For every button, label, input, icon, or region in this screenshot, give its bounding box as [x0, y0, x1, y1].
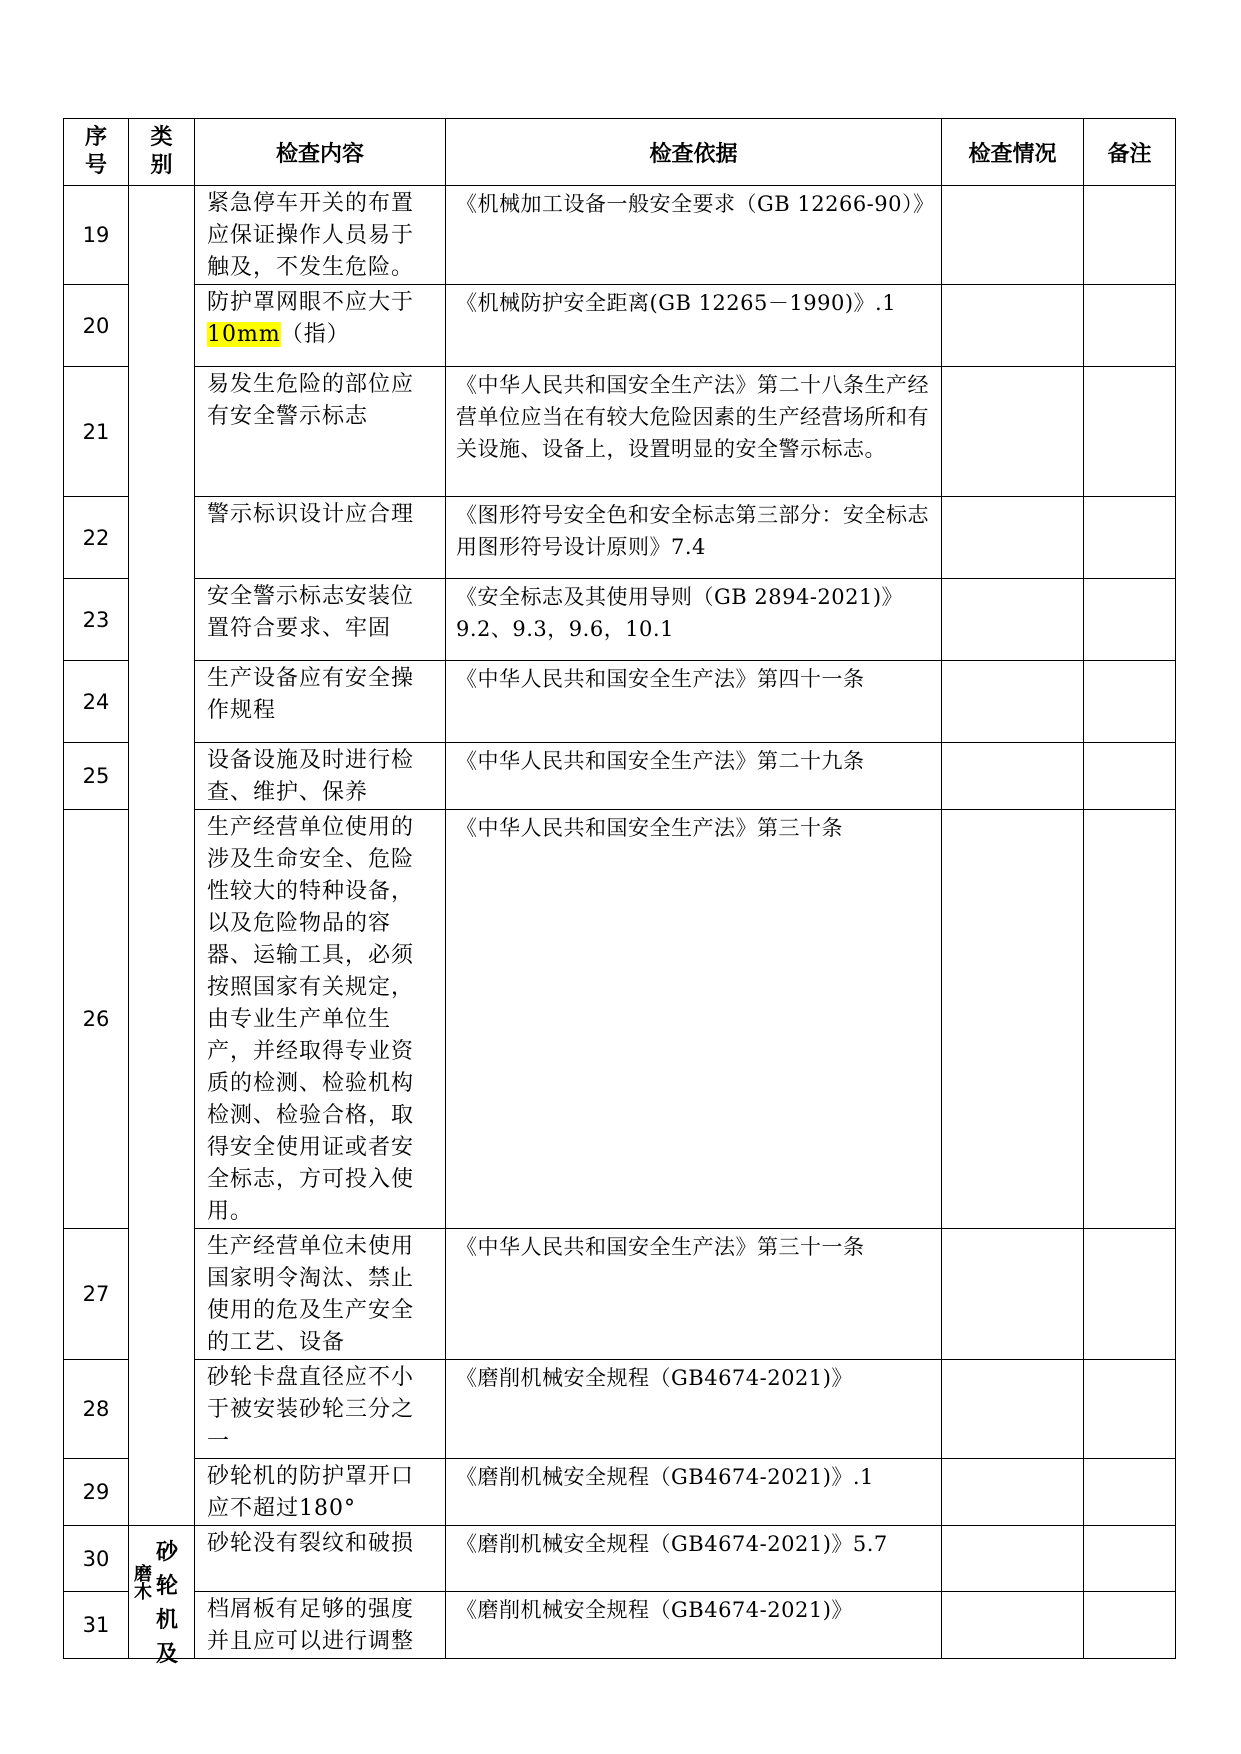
row-number: 26 — [64, 810, 129, 1229]
check-status-cell[interactable] — [942, 186, 1084, 285]
category-label: 砂 轮 机 及 — [155, 1540, 178, 1667]
check-content: 砂轮没有裂纹和破损 — [195, 1526, 446, 1592]
check-basis: 《中华人民共和国安全生产法》第四十一条 — [446, 661, 942, 743]
remark-cell[interactable] — [1084, 661, 1176, 743]
remark-cell[interactable] — [1084, 1459, 1176, 1526]
check-content: 生产经营单位未使用国家明令淘汰、禁止使用的危及生产安全的工艺、设备 — [195, 1229, 446, 1360]
header-no: 序 号 — [64, 119, 129, 186]
check-basis: 《中华人民共和国安全生产法》第二十九条 — [446, 743, 942, 810]
header-row — [64, 119, 1176, 186]
row-number: 24 — [64, 661, 129, 743]
row-number: 25 — [64, 743, 129, 810]
row-number: 27 — [64, 1229, 129, 1360]
check-content: 设备设施及时进行检查、维护、保养 — [195, 743, 446, 810]
remark-cell[interactable] — [1084, 1360, 1176, 1459]
check-basis: 《机械加工设备一般安全要求（GB 12266-90）》 — [446, 186, 942, 285]
header-basis: 检查依据 — [446, 119, 942, 186]
check-basis: 《机械防护安全距离(GB 12265－1990)》.1 — [446, 285, 942, 367]
check-status-cell[interactable] — [942, 1526, 1084, 1592]
check-status-cell[interactable] — [942, 743, 1084, 810]
row-number: 23 — [64, 579, 129, 661]
table-row — [64, 497, 1176, 579]
header-status: 检查情况 — [942, 119, 1084, 186]
category-cell — [129, 186, 195, 1526]
table-row — [64, 1459, 1176, 1526]
check-content: 生产设备应有安全操作规程 — [195, 661, 446, 743]
check-basis: 《中华人民共和国安全生产法》第三十一条 — [446, 1229, 942, 1360]
check-basis: 《中华人民共和国安全生产法》第三十条 — [446, 810, 942, 1229]
check-basis: 《安全标志及其使用导则（GB 2894-2021)》9.2、9.3，9.6，10.1 — [446, 579, 942, 661]
check-status-cell[interactable] — [942, 1459, 1084, 1526]
table-row — [64, 1592, 1176, 1659]
check-status-cell[interactable] — [942, 1229, 1084, 1360]
row-number: 21 — [64, 367, 129, 497]
check-content: 紧急停车开关的布置应保证操作人员易于触及，不发生危险。 — [195, 186, 446, 285]
check-status-cell[interactable] — [942, 1360, 1084, 1459]
table-row — [64, 1526, 1176, 1592]
check-status-cell[interactable] — [942, 810, 1084, 1229]
check-content: 防护罩网眼不应大于10mm（指） — [195, 285, 446, 367]
row-number: 31 — [64, 1592, 129, 1659]
category-cell-grinder — [129, 1526, 195, 1667]
check-content: 易发生危险的部位应有安全警示标志 — [195, 367, 446, 497]
inspection-table — [63, 118, 1176, 1667]
table-row — [64, 1229, 1176, 1360]
remark-cell[interactable] — [1084, 1229, 1176, 1360]
remark-cell[interactable] — [1084, 1592, 1176, 1659]
table-row — [64, 810, 1176, 1229]
check-basis: 《磨削机械安全规程（GB4674-2021)》 — [446, 1592, 942, 1659]
row-number: 28 — [64, 1360, 129, 1459]
check-basis: 《磨削机械安全规程（GB4674-2021)》 — [446, 1360, 942, 1459]
category-overlap-text: 磨木 — [134, 1564, 152, 1603]
check-status-cell[interactable] — [942, 661, 1084, 743]
check-basis: 《磨削机械安全规程（GB4674-2021)》.1 — [446, 1459, 942, 1526]
check-content: 警示标识设计应合理 — [195, 497, 446, 579]
table-row — [64, 1360, 1176, 1459]
table-row — [64, 367, 1176, 497]
check-basis: 《中华人民共和国安全生产法》第二十八条生产经营单位应当在有较大危险因素的生产经营场所和有关设施、设备上，设置明显的安全警示标志。 — [446, 367, 942, 497]
row-number: 22 — [64, 497, 129, 579]
check-status-cell[interactable] — [942, 579, 1084, 661]
check-basis: 《磨削机械安全规程（GB4674-2021)》5.7 — [446, 1526, 942, 1592]
check-content: 安全警示标志安装位置符合要求、牢固 — [195, 579, 446, 661]
table-row — [64, 579, 1176, 661]
row-number: 20 — [64, 285, 129, 367]
row-number: 29 — [64, 1459, 129, 1526]
check-content: 砂轮机的防护罩开口应不超过180° — [195, 1459, 446, 1526]
header-remark: 备注 — [1084, 119, 1176, 186]
check-status-cell[interactable] — [942, 1592, 1084, 1659]
row-number: 30 — [64, 1526, 129, 1592]
remark-cell[interactable] — [1084, 1526, 1176, 1592]
table-row — [64, 661, 1176, 743]
remark-cell[interactable] — [1084, 497, 1176, 579]
remark-cell[interactable] — [1084, 186, 1176, 285]
check-content: 砂轮卡盘直径应不小于被安装砂轮三分之一 — [195, 1360, 446, 1459]
check-status-cell[interactable] — [942, 497, 1084, 579]
highlighted-text: 10mm — [207, 322, 281, 347]
table-row — [64, 743, 1176, 810]
row-number: 19 — [64, 186, 129, 285]
check-status-cell[interactable] — [942, 367, 1084, 497]
remark-cell[interactable] — [1084, 743, 1176, 810]
check-status-cell[interactable] — [942, 285, 1084, 367]
remark-cell[interactable] — [1084, 367, 1176, 497]
table-row — [64, 285, 1176, 367]
remark-cell[interactable] — [1084, 810, 1176, 1229]
header-category: 类 别 — [129, 119, 195, 186]
table-row — [64, 186, 1176, 285]
header-content: 检查内容 — [195, 119, 446, 186]
check-content: 档屑板有足够的强度并且应可以进行调整 — [195, 1592, 446, 1659]
remark-cell[interactable] — [1084, 285, 1176, 367]
remark-cell[interactable] — [1084, 579, 1176, 661]
check-content: 生产经营单位使用的涉及生命安全、危险性较大的特种设备，以及危险物品的容器、运输工具，必须按照国家有关规定，由专业生产单位生产，并经取得专业资质的检测、检验机构检测、检验合格，取得安全使用证或者安全标志，方可投入使用。 — [195, 810, 446, 1229]
check-basis: 《图形符号安全色和安全标志第三部分：安全标志用图形符号设计原则》7.4 — [446, 497, 942, 579]
